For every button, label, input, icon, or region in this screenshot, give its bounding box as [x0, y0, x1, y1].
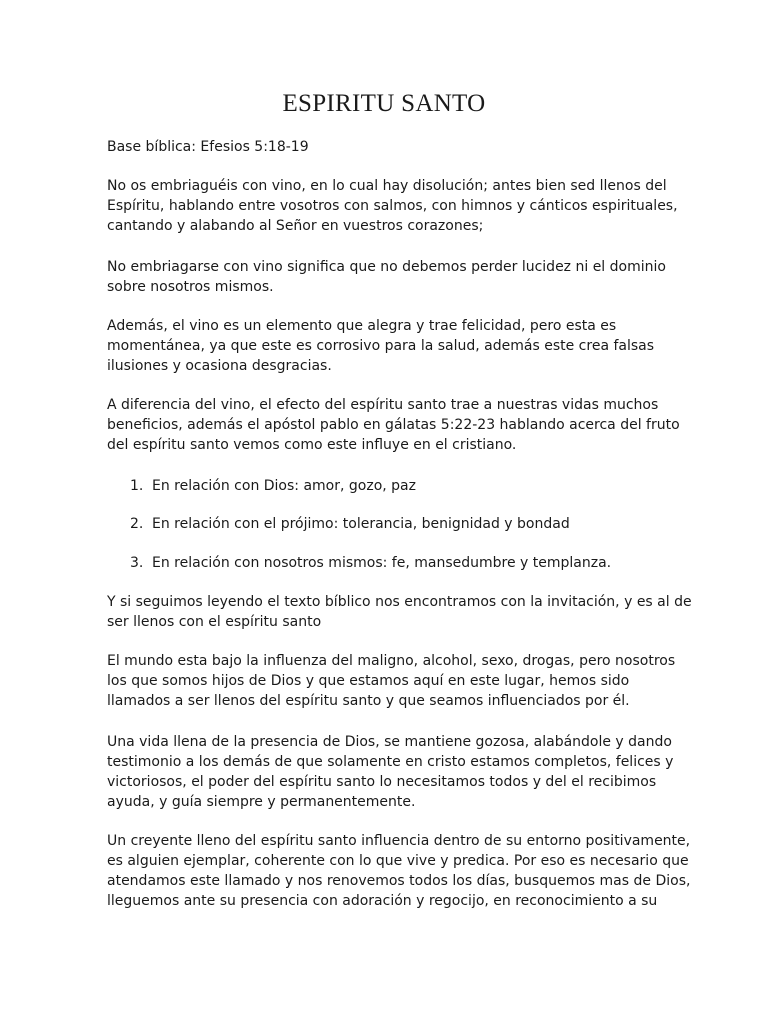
paragraph-line: sobre nosotros mismos. — [107, 279, 274, 295]
paragraph-line: A diferencia del vino, el efecto del espíritu santo trae a nuestras vidas muchos — [107, 397, 659, 413]
list-item — [130, 553, 611, 573]
paragraph-2 — [107, 257, 667, 297]
paragraph-line: cantando y alabando al Señor en vuestros corazones; — [107, 218, 484, 234]
paragraph-4 — [107, 395, 680, 455]
paragraph-line: El mundo esta bajo la influenza del maligno, alcohol, sexo, drogas, pero nosotros — [107, 653, 676, 669]
paragraph-line: llamados a ser llenos del espíritu santo y que seamos influenciados por él. — [107, 693, 630, 709]
paragraph-line: ilusiones y ocasiona desgracias. — [107, 358, 332, 374]
paragraph-line: beneficios, además el apóstol pablo en gálatas 5:22-23 hablando acerca del fruto — [107, 417, 680, 433]
paragraph-line: momentánea, ya que este es corrosivo para la salud, además este crea falsas — [107, 338, 655, 354]
paragraph-line: los que somos hijos de Dios y que estamos aquí en este lugar, hemos sido — [107, 673, 630, 689]
paragraph-7 — [107, 732, 674, 812]
paragraph-line: No embriagarse con vino significa que no debemos perder lucidez ni el dominio — [107, 259, 666, 275]
paragraph-3 — [107, 316, 667, 376]
list-item-text: En relación con Dios: amor, gozo, paz — [152, 478, 416, 494]
list-item-number: 2. — [130, 516, 144, 532]
paragraph-line: del espíritu santo vemos como este influye en el cristiano. — [107, 437, 517, 453]
paragraph-line: Un creyente lleno del espíritu santo influencia dentro de su entorno positivamente, — [107, 833, 691, 849]
list-item — [130, 476, 416, 496]
paragraph-line: atendamos este llamado y nos renovemos todos los días, busquemos mas de Dios, — [107, 873, 691, 889]
paragraph-5 — [107, 592, 692, 632]
list-item-text: En relación con el prójimo: tolerancia, benignidad y bondad — [152, 516, 570, 532]
list-item-text: En relación con nosotros mismos: fe, mansedumbre y templanza. — [152, 555, 612, 571]
paragraph-1 — [107, 176, 678, 236]
base-biblica-text: Base bíblica: Efesios 5:18-19 — [107, 139, 309, 155]
paragraph-line: victoriosos, el poder del espíritu santo lo necesitamos todos y del el recibimos — [107, 774, 657, 790]
paragraph-line: ayuda, y guía siempre y permanentemente. — [107, 794, 416, 810]
paragraph-8 — [107, 831, 691, 911]
paragraph-line: Espíritu, hablando entre vosotros con salmos, con himnos y cánticos espirituales, — [107, 198, 678, 214]
list-item-number: 1. — [130, 478, 144, 494]
paragraph-6 — [107, 651, 676, 711]
paragraph-line: es alguien ejemplar, coherente con lo que vive y predica. Por eso es necesario que — [107, 853, 689, 869]
list-item-number: 3. — [130, 555, 144, 571]
base-biblica — [107, 137, 667, 157]
paragraph-line: ser llenos con el espíritu santo — [107, 614, 322, 630]
list-item — [130, 514, 570, 534]
paragraph-line: lleguemos ante su presencia con adoración y regocijo, en reconocimiento a su — [107, 893, 658, 909]
paragraph-line: No os embriaguéis con vino, en lo cual hay disolución; antes bien sed llenos del — [107, 178, 667, 194]
paragraph-line: testimonio a los demás de que solamente en cristo estamos completos, felices y — [107, 754, 674, 770]
paragraph-line: Además, el vino es un elemento que alegra y trae felicidad, pero esta es — [107, 318, 617, 334]
paragraph-line: Una vida llena de la presencia de Dios, se mantiene gozosa, alabándole y dando — [107, 734, 672, 750]
paragraph-line: Y si seguimos leyendo el texto bíblico nos encontramos con la invitación, y es al de — [107, 594, 692, 610]
document-title: ESPIRITU SANTO — [282, 90, 486, 117]
